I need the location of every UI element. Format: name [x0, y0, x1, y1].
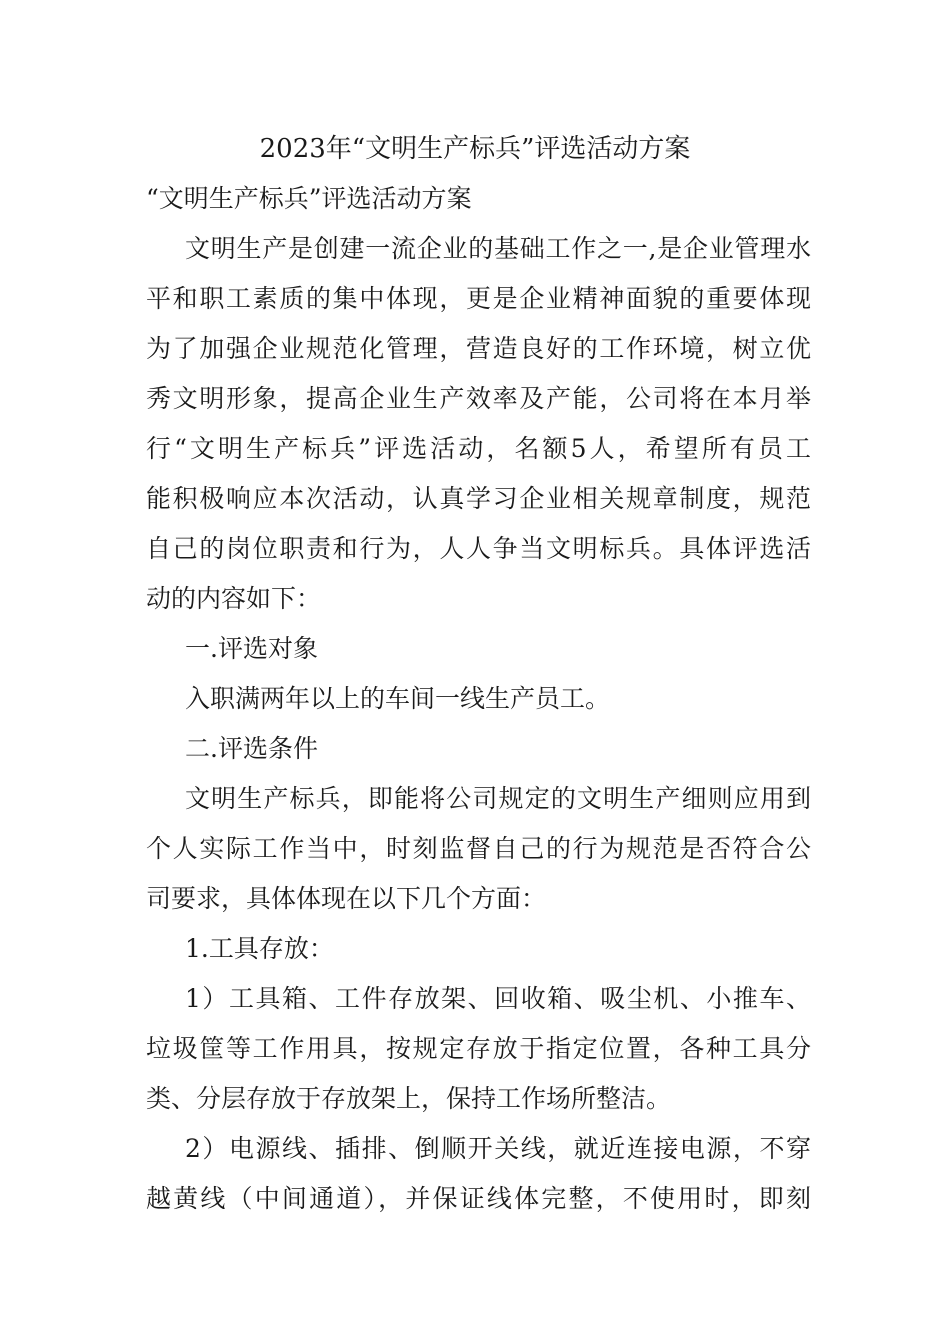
section2-body-line-3: 司要求，具体体现在以下几个方面：	[146, 884, 547, 913]
intro-line-6: 能积极响应本次活动，认真学习企业相关规章制度，规范	[146, 484, 811, 513]
item1-1-line-2: 垃圾筐等工作用具，按规定存放于指定位置，各种工具分	[146, 1034, 811, 1063]
document-title: 2023年“文明生产标兵”评选活动方案	[259, 134, 691, 164]
intro-line-3: 为了加强企业规范化管理，营造良好的工作环境，树立优	[146, 334, 811, 363]
intro-line-7: 自己的岗位职责和行为，人人争当文明标兵。具体评选活	[146, 534, 811, 563]
item1-1-line-1: 1）工具箱、工件存放架、回收箱、吸尘机、小推车、	[185, 984, 811, 1013]
section2-body-line-1: 文明生产标兵，即能将公司规定的文明生产细则应用到	[185, 784, 811, 813]
intro-line-5: 行“文明生产标兵”评选活动，名额5人，希望所有员工	[146, 434, 811, 463]
item1-2-line-2: 越黄线（中间通道），并保证线体完整，不使用时，即刻	[146, 1184, 811, 1213]
intro-line-2: 平和职工素质的集中体现，更是企业精神面貌的重要体现	[146, 284, 811, 313]
item1-2-line-1: 2）电源线、插排、倒顺开关线，就近连接电源，不穿	[185, 1134, 811, 1163]
document-subtitle: “文明生产标兵”评选活动方案	[146, 184, 472, 213]
item1-1-line-3: 类、分层存放于存放架上，保持工作场所整洁。	[146, 1084, 672, 1113]
section1-heading: 一.评选对象	[185, 634, 318, 663]
intro-line-8: 动的内容如下：	[146, 584, 322, 613]
section2-body-line-2: 个人实际工作当中，时刻监督自己的行为规范是否符合公	[146, 834, 811, 863]
intro-line-4: 秀文明形象，提高企业生产效率及产能，公司将在本月举	[146, 384, 811, 413]
section1-body: 入职满两年以上的车间一线生产员工。	[185, 684, 611, 713]
section2-heading: 二.评选条件	[185, 734, 318, 763]
item1-heading: 1.工具存放：	[185, 934, 334, 963]
intro-line-1: 文明生产是创建一流企业的基础工作之一,是企业管理水	[185, 234, 811, 263]
